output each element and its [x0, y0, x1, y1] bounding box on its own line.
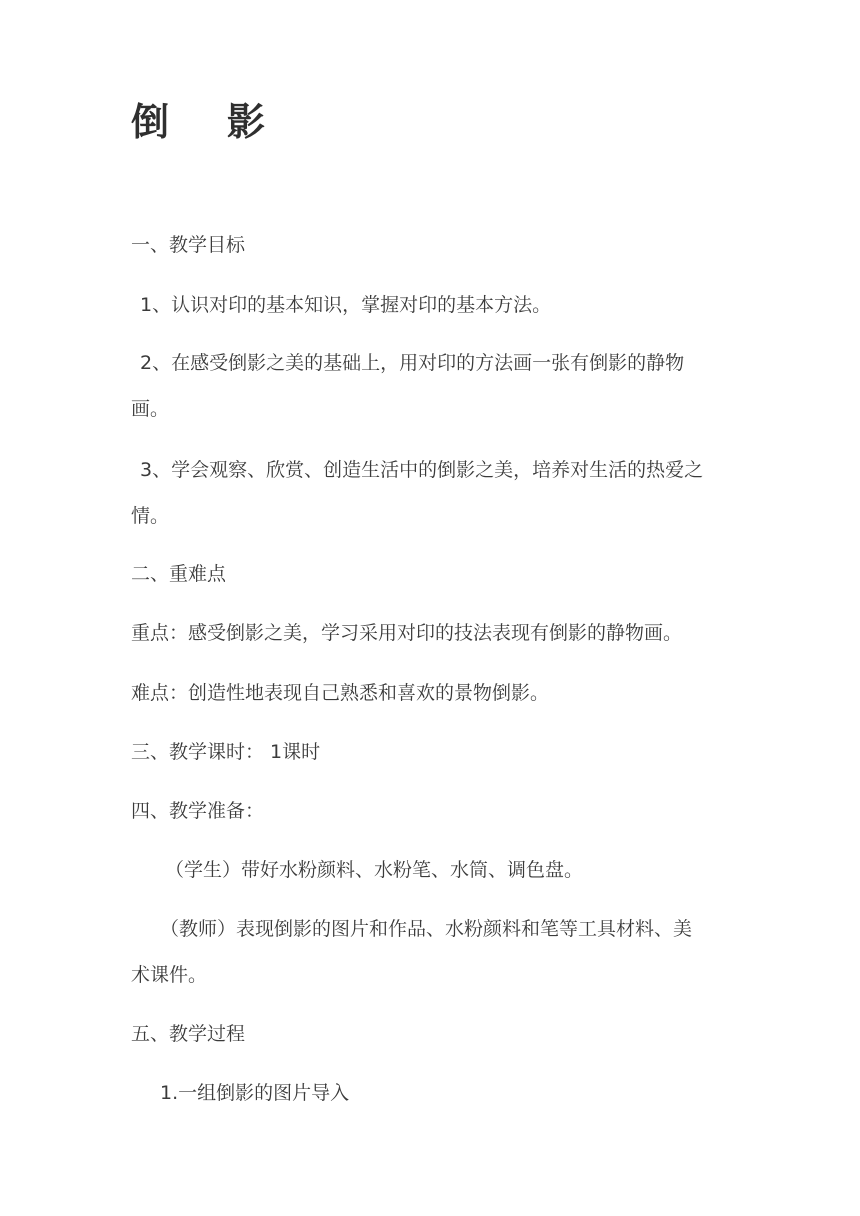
difficult-point-text: 难点：创造性地表现自己熟悉和喜欢的景物倒影。 — [131, 682, 550, 704]
objective-item-2: 2、在感受倒影之美的基础上，用对印的方法画一张有倒影的静物 — [140, 352, 685, 374]
key-point-text: 重点：感受倒影之美，学习采用对印的技法表现有倒影的静物画。 — [131, 622, 683, 644]
process-step-1: 1.一组倒影的图片导入 — [160, 1082, 350, 1104]
section-heading-process: 五、教学过程 — [131, 1023, 246, 1045]
section-heading-key-points: 二、重难点 — [131, 563, 227, 585]
teacher-preparation: （教师）表现倒影的图片和作品、水粉颜料和笔等工具材料、美 — [160, 918, 693, 940]
objective-item-2-continued: 画。 — [131, 398, 170, 420]
document-title: 倒 影 — [131, 100, 266, 144]
teacher-preparation-continued: 术课件。 — [131, 964, 208, 986]
section-heading-preparation: 四、教学准备： — [131, 800, 265, 822]
section-heading-class-hours: 三、教学课时： 1课时 — [131, 741, 321, 763]
objective-item-3: 3、学会观察、欣赏、创造生活中的倒影之美，培养对生活的热爱之 — [140, 459, 704, 481]
objective-item-1: 1、认识对印的基本知识，掌握对印的基本方法。 — [140, 294, 552, 316]
student-preparation: （学生）带好水粉颜料、水粉笔、水筒、调色盘。 — [165, 859, 584, 881]
section-heading-objectives: 一、教学目标 — [131, 234, 246, 256]
objective-item-3-continued: 情。 — [131, 505, 170, 527]
